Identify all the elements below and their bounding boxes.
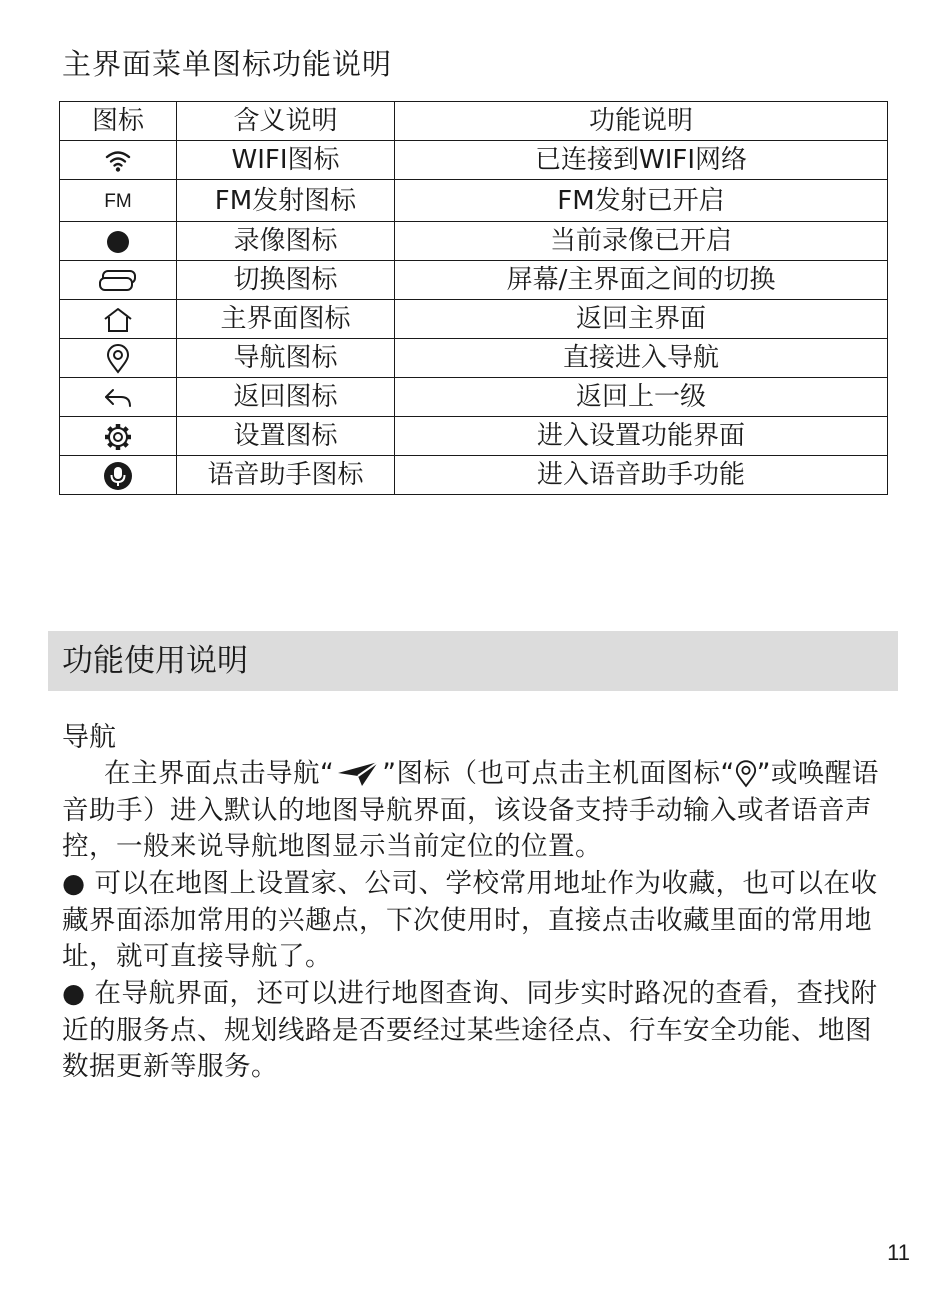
navigation-paragraph-2: ● 可以在地图上设置家、公司、学校常用地址作为收藏，也可以在收藏界面添加常用的兴趣点，下次使用时，直接点击收藏里面的常用地址，就可直接导航了。 bbox=[62, 868, 878, 972]
p1-text-a: 在主界面点击导航“ bbox=[104, 758, 335, 789]
location-pin-icon bbox=[106, 344, 130, 374]
header-meaning: 含义说明 bbox=[177, 102, 395, 141]
gear-icon bbox=[103, 422, 133, 452]
fm-icon: FM bbox=[104, 191, 132, 212]
record-dot-icon bbox=[106, 230, 130, 254]
table-row bbox=[60, 261, 888, 300]
icon-cell bbox=[60, 141, 177, 180]
table-header-row bbox=[60, 102, 888, 141]
section-header bbox=[48, 631, 898, 691]
function-cell: 当前录像已开启 bbox=[395, 222, 888, 261]
back-arrow-icon bbox=[103, 387, 133, 409]
meaning-cell: 语音助手图标 bbox=[177, 456, 395, 495]
meaning-cell: WIFI图标 bbox=[177, 141, 395, 180]
header-function: 功能说明 bbox=[395, 102, 888, 141]
page-number: 11 bbox=[887, 1240, 910, 1265]
icon-cell bbox=[60, 222, 177, 261]
table-row bbox=[60, 417, 888, 456]
switch-icon bbox=[98, 269, 138, 293]
icon-cell bbox=[60, 339, 177, 378]
icon-cell bbox=[60, 417, 177, 456]
microphone-icon bbox=[103, 461, 133, 491]
table-row bbox=[60, 456, 888, 495]
navigation-heading: 导航 bbox=[62, 722, 116, 753]
function-cell: 进入语音助手功能 bbox=[395, 456, 888, 495]
location-pin-icon bbox=[735, 760, 757, 788]
function-cell: 已连接到WIFI网络 bbox=[395, 141, 888, 180]
navigation-paragraph-3: ● 在导航界面，还可以进行地图查询、同步实时路况的查看，查找附近的服务点、规划线路是否要经过某些途径点、行车安全功能、地图数据更新等服务。 bbox=[62, 978, 878, 1082]
header-icon: 图标 bbox=[60, 102, 177, 141]
table-row bbox=[60, 222, 888, 261]
function-cell: FM发射已开启 bbox=[395, 180, 888, 222]
meaning-cell: 切换图标 bbox=[177, 261, 395, 300]
meaning-cell: 设置图标 bbox=[177, 417, 395, 456]
function-cell: 直接进入导航 bbox=[395, 339, 888, 378]
meaning-cell: 录像图标 bbox=[177, 222, 395, 261]
icon-table bbox=[59, 101, 888, 495]
table-row bbox=[60, 300, 888, 339]
home-icon bbox=[103, 307, 133, 333]
p1-text-b: ”图标（也可点击主机面图标“ bbox=[382, 758, 735, 789]
function-cell: 屏幕/主界面之间的切换 bbox=[395, 261, 888, 300]
paper-plane-icon bbox=[334, 760, 382, 788]
meaning-cell: 主界面图标 bbox=[177, 300, 395, 339]
wifi-icon bbox=[105, 149, 131, 173]
section-title: 功能使用说明 bbox=[62, 643, 248, 679]
table-row bbox=[60, 339, 888, 378]
icon-cell bbox=[60, 261, 177, 300]
meaning-cell: FM发射图标 bbox=[177, 180, 395, 222]
icon-cell bbox=[60, 180, 177, 222]
page-title: 主界面菜单图标功能说明 bbox=[62, 47, 393, 81]
navigation-paragraph-1 bbox=[62, 756, 888, 866]
function-cell: 返回主界面 bbox=[395, 300, 888, 339]
function-cell: 进入设置功能界面 bbox=[395, 417, 888, 456]
table-row bbox=[60, 378, 888, 417]
table-row bbox=[60, 180, 888, 222]
table-row bbox=[60, 141, 888, 180]
icon-cell bbox=[60, 378, 177, 417]
p1-text-c: ”或唤醒语音助手）进入默认的地图导航界面，该设备支持手动输入或者语音声控，一般来说导航地图显示当前定位的位置。 bbox=[62, 758, 879, 862]
function-cell: 返回上一级 bbox=[395, 378, 888, 417]
meaning-cell: 返回图标 bbox=[177, 378, 395, 417]
meaning-cell: 导航图标 bbox=[177, 339, 395, 378]
icon-cell bbox=[60, 456, 177, 495]
icon-cell bbox=[60, 300, 177, 339]
